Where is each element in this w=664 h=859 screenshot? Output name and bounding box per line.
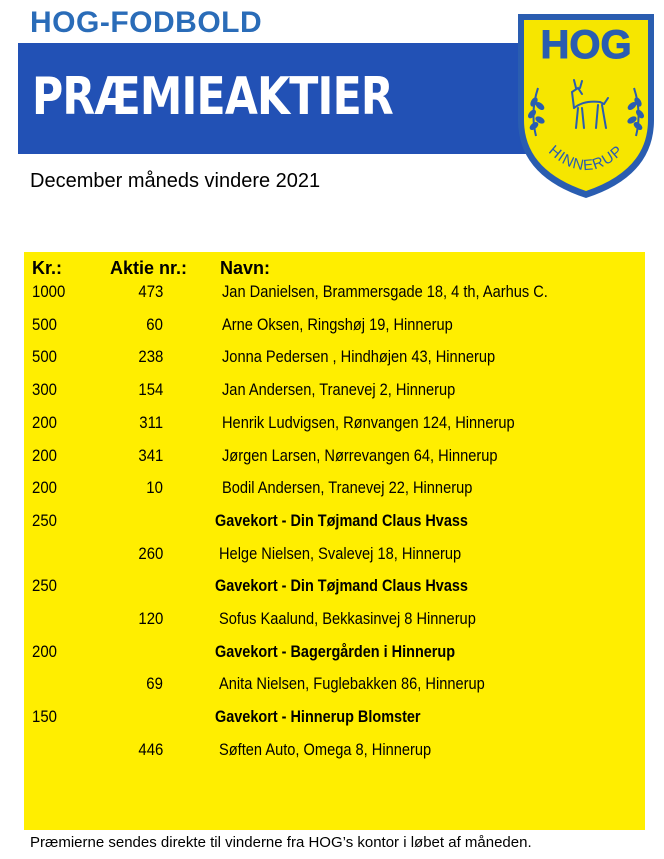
winner-name-address: Jørgen Larsen, Nørrevangen 64, Hinnerup <box>222 445 498 465</box>
gift-card-row <box>24 576 645 606</box>
gift-card-description: Gavekort - Din Tøjmand Claus Hvass <box>215 576 468 596</box>
winner-row <box>24 413 645 443</box>
winner-name-address: Jan Danielsen, Brammersgade 18, 4 th, Aarhus C. <box>222 282 548 301</box>
amount-cell: 200 <box>32 445 57 465</box>
amount-cell: 250 <box>32 576 57 596</box>
amount-cell: 300 <box>32 380 57 400</box>
page-subtitle: December måneds vindere 2021 <box>30 170 321 192</box>
logo-bottom-text: HINNERUP <box>545 142 627 175</box>
gift-card-row <box>24 511 645 541</box>
winner-row <box>24 609 645 639</box>
winner-name-address: Jonna Pedersen , Hindhøjen 43, Hinnerup <box>222 347 496 367</box>
winner-name-address: Anita Nielsen, Fuglebakken 86, Hinnerup <box>219 674 485 694</box>
gift-card-description: Gavekort - Din Tøjmand Claus Hvass <box>215 510 468 530</box>
stock-number-cell: 260 <box>138 543 163 563</box>
stock-number-cell: 341 <box>138 445 163 465</box>
amount-cell: 200 <box>32 641 57 661</box>
amount-cell: 250 <box>32 510 57 530</box>
winner-row <box>24 315 645 345</box>
winner-row <box>24 674 645 704</box>
stock-number-cell: 69 <box>146 674 163 694</box>
stock-number-cell: 120 <box>138 609 163 628</box>
page-title: PRÆMIEAKTIER <box>32 67 393 127</box>
stock-number-cell: 154 <box>138 380 163 400</box>
org-name: HOG-FODBOLD <box>30 6 263 39</box>
stock-number-cell: 311 <box>139 412 163 432</box>
header-stock-number: Aktie nr.: <box>110 258 188 278</box>
winner-row <box>24 740 645 770</box>
stock-number-cell: 446 <box>138 739 163 759</box>
stock-number-cell: 10 <box>146 478 163 498</box>
gift-card-description: Gavekort - Hinnerup Blomster <box>215 707 421 727</box>
gift-card-row <box>24 642 645 672</box>
amount-cell: 1000 <box>32 282 66 301</box>
winner-name-address: Bodil Andersen, Tranevej 22, Hinnerup <box>222 478 473 498</box>
winner-row <box>24 282 645 312</box>
hog-hinnerup-crest-logo <box>512 8 660 202</box>
amount-cell: 150 <box>32 707 57 727</box>
footer-note: Præmierne sendes direkte til vinderne fra HOG’s kontor i løbet af måneden. <box>30 834 532 851</box>
winner-name-address: Henrik Ludvigsen, Rønvangen 124, Hinnerup <box>222 412 515 432</box>
gift-card-description: Gavekort - Bagergården i Hinnerup <box>215 641 456 661</box>
amount-cell: 200 <box>32 412 57 432</box>
amount-cell: 500 <box>32 314 57 334</box>
winner-row <box>24 446 645 476</box>
winner-name-address: Sofus Kaalund, Bekkasinvej 8 Hinnerup <box>219 609 476 628</box>
amount-cell: 500 <box>32 347 57 367</box>
winner-row <box>24 544 645 574</box>
winner-row <box>24 347 645 377</box>
winner-row <box>24 380 645 410</box>
winner-row <box>24 478 645 508</box>
amount-cell: 200 <box>32 478 57 498</box>
stock-number-cell: 473 <box>138 282 163 301</box>
winner-name-address: Helge Nielsen, Svalevej 18, Hinnerup <box>219 543 462 563</box>
header-amount: Kr.: <box>32 258 63 278</box>
logo-top-text: HOG <box>540 23 632 67</box>
winner-name-address: Jan Andersen, Tranevej 2, Hinnerup <box>222 380 456 400</box>
stock-number-cell: 60 <box>146 314 163 334</box>
gift-card-row <box>24 707 645 737</box>
header-name: Navn: <box>220 258 271 278</box>
winner-name-address: Søften Auto, Omega 8, Hinnerup <box>219 739 432 759</box>
winners-table <box>24 252 645 830</box>
winner-name-address: Arne Oksen, Ringshøj 19, Hinnerup <box>222 314 453 334</box>
stock-number-cell: 238 <box>138 347 163 367</box>
